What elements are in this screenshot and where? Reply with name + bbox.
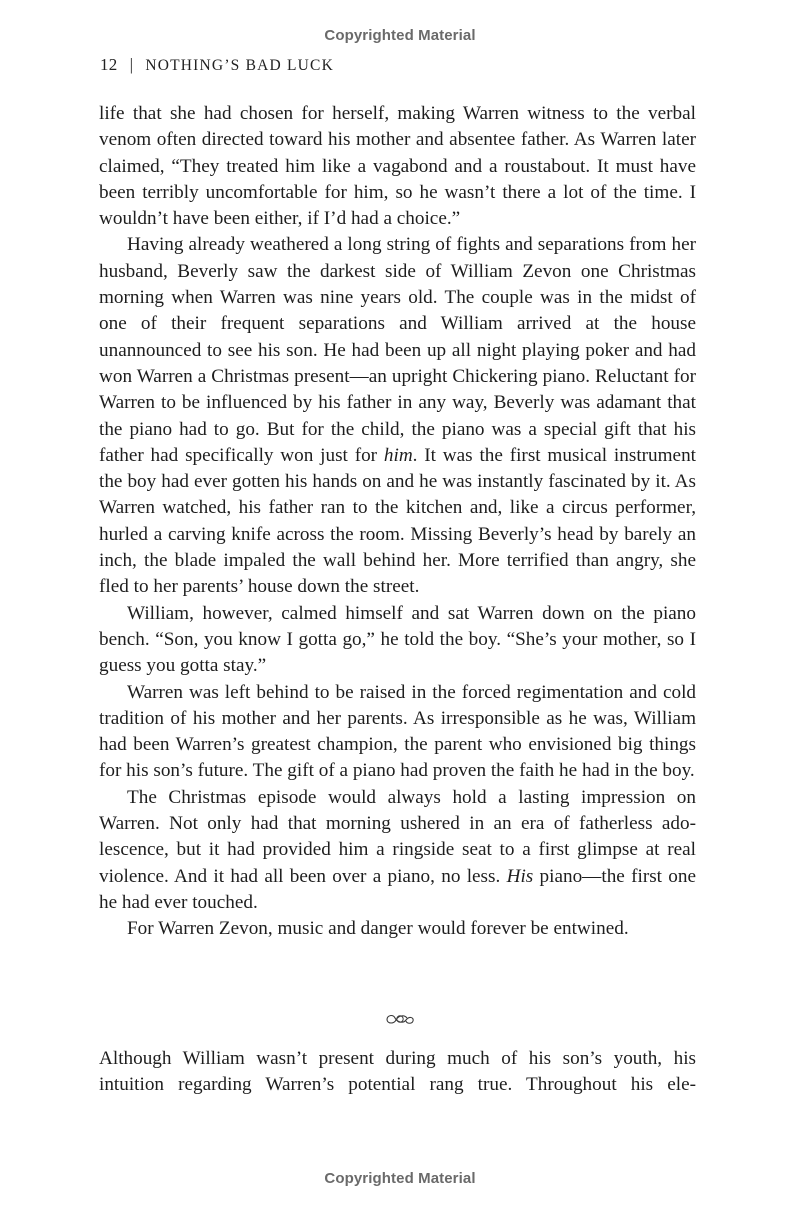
paragraph-4: Warren was left behind to be raised in the forced regimentation and cold tradition of his mother and her parents. As irresponsible as he was, William had been Warren’s greatest champion, the parent who envisioned big things for his son’s future. The gift of a piano had proven the faith he had in the boy. [99,681,696,782]
paragraph-2 [99,232,696,600]
section-break-ornament-icon [0,1011,800,1031]
paragraph-5 [99,785,696,916]
paragraph-5-emphasis: His [506,865,534,887]
paragraph-3: William, however, calmed himself and sat Warren down on the piano bench. “Son, you know I gotta go,” he told the boy. “She’s your mother, so I guess you gotta stay.” [99,602,696,677]
copyright-watermark-top: Copyrighted Material [324,27,476,44]
paragraph-2-emphasis: him [383,444,413,466]
running-head [100,55,334,75]
body-text [99,101,696,943]
paragraph-1: life that she had chosen for herself, making Warren witness to the verbal venom often directed toward his mother and absentee father. As Warren later claimed, “They treated him like a vagabond and a roustabout. It must have been terribly uncomfortable for him, so he wasn’t there a lot of the time. I wouldn’t have been either, if I’d had a choice.” [99,103,696,230]
paragraph-6: For Warren Zevon, music and danger would forever be entwined. [127,918,629,940]
copyright-watermark-bottom: Copyrighted Material [324,1170,476,1187]
paragraph-2-part-2: . It was the first musical instrument the boy had ever gotten his hands on and he was instantly fascinated by it. As Warren watched, his father ran to the kitchen and, like a circus performer, hurled a carving knife across the room. Missing Beverly’s head by barely an inch, the blade impaled the wall behind her. More terrified than angry, she fled to her parents’ house down the street. [99,444,696,598]
book-title: NOTHING’S BAD LUCK [145,57,334,74]
running-head-separator: | [129,55,134,74]
section-two-paragraph: Although William wasn’t present during much of his son’s youth, his intuition regarding Warren’s potential rang true. Throughout his ele- [99,1048,696,1096]
paragraph-2-part-1: Having already weathered a long string of fights and separations from her husband, Beverly saw the darkest side of William Zevon one Christmas morning when Warren was nine years old. The couple was in the midst of one of their frequent separations and William arrived at the house unannounced to see his son. He had been up all night playing poker and had won Warren a Christmas present—an upright Chickering piano. Reluctant for Warren to be influenced by his father in any way, Beverly was adamant that the piano had to go. But for the child, the piano was a special gift that his father had specifically won just for [99,234,696,466]
section-two-text [99,1046,696,1099]
paragraph-5-part-1: The Christmas episode would always hold a lasting impression on Warren. Not only had that morning ushered in an era of fatherless adolescence, but it had provided him a ringside seat to a first glimpse at real violence. And it had all been over a piano, no less. [99,786,696,887]
paragraph-5-part-2: piano—the first one he had ever touched. [99,865,697,913]
page-number: 12 [100,55,118,74]
